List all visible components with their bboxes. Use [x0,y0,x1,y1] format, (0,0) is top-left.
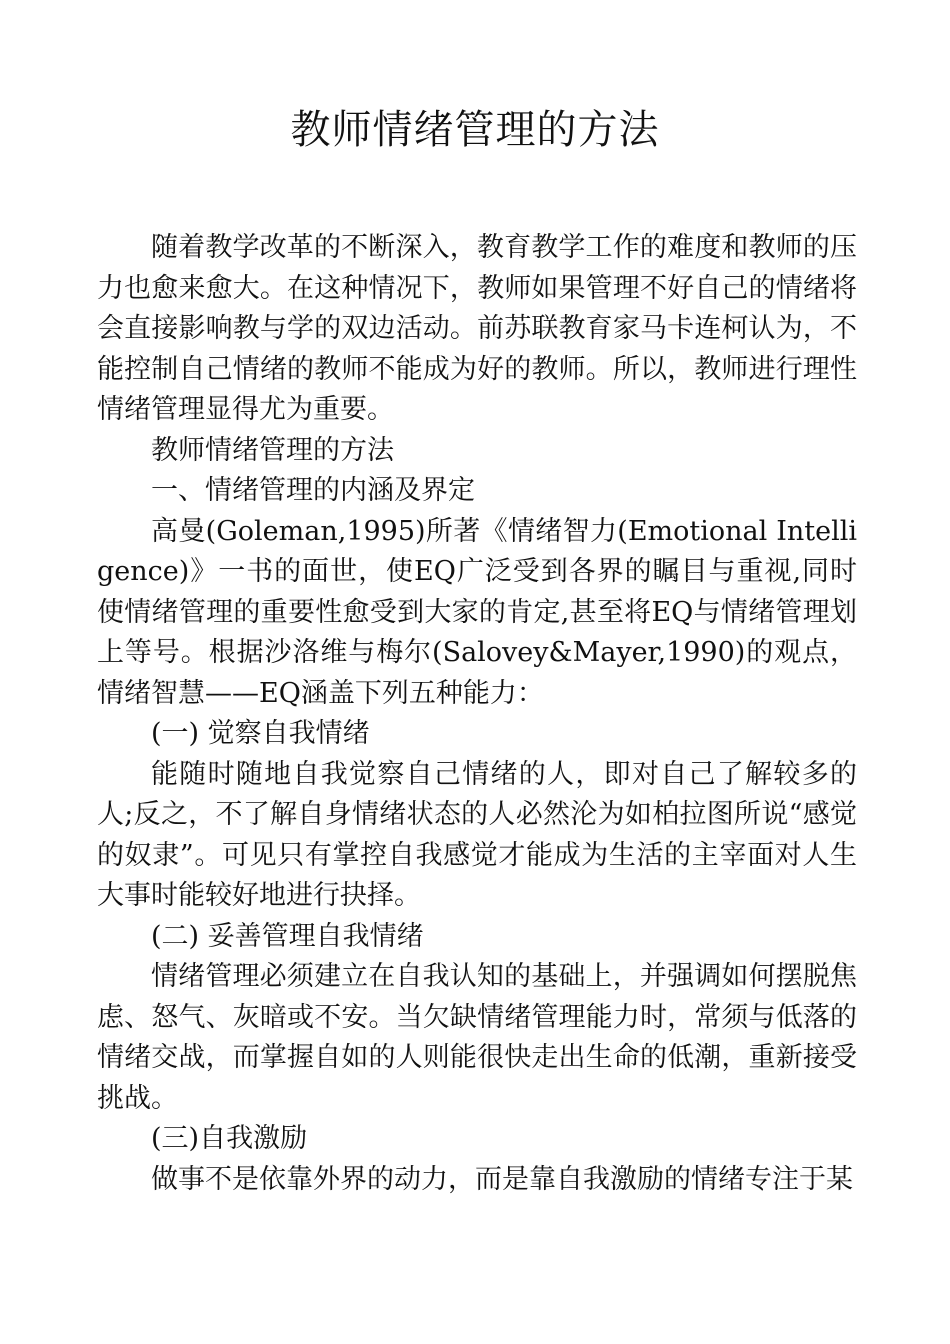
paragraph-intro: 随着教学改革的不断深入，教育教学工作的难度和教师的压力也愈来愈大。在这种情况下，教师如果管理不好自己的情绪将会直接影响教与学的双边活动。前苏联教育家马卡连柯认为，不能控制自己情绪的教师不能成为好的教师。所以，教师进行理性情绪管理显得尤为重要。 [97,232,857,425]
subsection-heading-3: (三)自我激励 [151,1123,308,1154]
paragraph-goleman: 高曼(Goleman,1995)所著《情绪智力(Emotional Intelligence)》一书的面世，使EQ广泛受到各界的瞩目与重视,同时使情绪管理的重要性愈受到大家的肯定,甚至将EQ与情绪管理划上等号。根据沙洛维与梅尔(Salovey&Mayer,1990)的观点，情绪智慧——EQ涵盖下列五种能力： [97,515,857,709]
document-body [97,228,857,1200]
document-title: 教师情绪管理的方法 [290,107,660,153]
paragraph-self-awareness: 能随时随地自我觉察自己情绪的人，即对自己了解较多的人;反之，不了解自身情绪状态的人必然沦为如柏拉图所说“感觉的奴隶”。可见只有掌控自我感觉才能成为生活的主宰面对人生大事时能较好地进行抉择。 [97,758,857,911]
paragraph-self-motivation: 做事不是依靠外界的动力，而是靠自我激励的情绪专注于某 [151,1163,853,1195]
paragraph-subtitle: 教师情绪管理的方法 [151,434,394,466]
paragraph-self-management: 情绪管理必须建立在自我认知的基础上，并强调如何摆脱焦虑、怒气、灰暗或不安。当欠缺情绪管理能力时，常须与低落的情绪交战，而掌握自如的人则能很快走出生命的低潮，重新接受挑战。 [97,961,857,1114]
section-heading-1: 一、情绪管理的内涵及界定 [151,475,475,506]
subsection-heading-1: (一) 觉察自我情绪 [151,718,370,749]
subsection-heading-2: (二) 妥善管理自我情绪 [151,920,424,952]
